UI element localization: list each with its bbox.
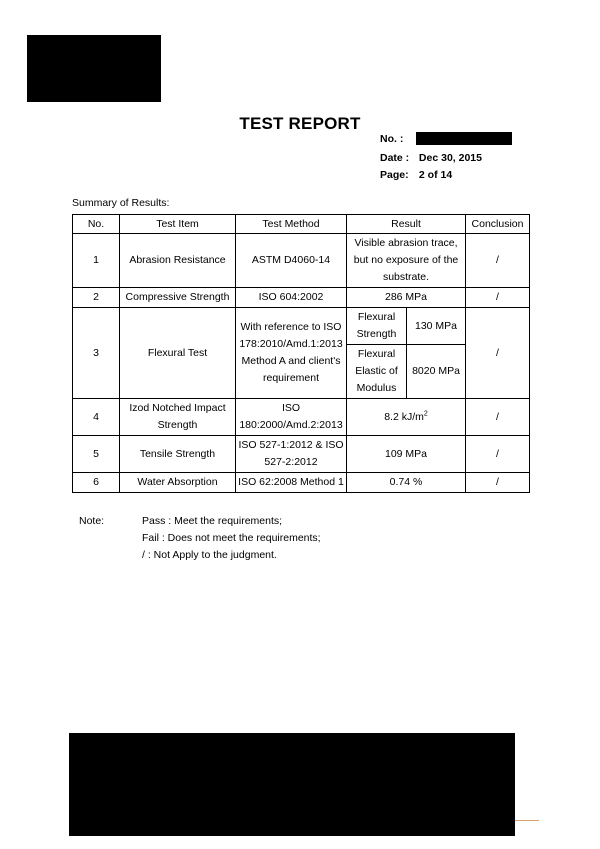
report-number — [380, 133, 416, 145]
report-date — [380, 152, 482, 164]
cell-test-item: Abrasion Resistance — [120, 234, 236, 288]
cell-result — [347, 399, 466, 436]
result-value: 8.2 kJ/m — [384, 410, 424, 423]
summary-title: Summary of Results: — [72, 197, 170, 209]
cell-conclusion: / — [466, 234, 530, 288]
report-page-label: Page: — [380, 169, 409, 181]
footer-accent-line — [515, 820, 539, 821]
cell-test-item: Izod Notched Impact Strength — [120, 399, 236, 436]
table-header-row — [73, 215, 530, 234]
report-date-value: Dec 30, 2015 — [418, 152, 482, 164]
cell-sub-result-value: 130 MPa — [407, 308, 466, 345]
note-label: Note: — [79, 515, 105, 527]
cell-result: Visible abrasion trace, but no exposure of the substrate. — [347, 234, 466, 288]
cell-result: 109 MPa — [347, 436, 466, 473]
redacted-report-number — [416, 132, 512, 145]
cell-no: 5 — [73, 436, 120, 473]
cell-no: 2 — [73, 288, 120, 308]
cell-test-item: Flexural Test — [120, 308, 236, 399]
report-date-label: Date : — [380, 152, 410, 164]
cell-no: 3 — [73, 308, 120, 399]
note-item: / : Not Apply to the judgment. — [142, 549, 277, 561]
result-superscript: 2 — [423, 410, 428, 417]
cell-result: 0.74 % — [347, 473, 466, 493]
column-header-result: Result — [347, 215, 466, 234]
cell-test-item: Compressive Strength — [120, 288, 236, 308]
column-header-test-method: Test Method — [236, 215, 347, 234]
note-item: Fail : Does not meet the requirements; — [142, 532, 321, 544]
cell-no: 6 — [73, 473, 120, 493]
column-header-conclusion: Conclusion — [466, 215, 530, 234]
redacted-logo-block — [27, 35, 161, 102]
table-row — [73, 288, 530, 308]
cell-test-item: Tensile Strength — [120, 436, 236, 473]
report-number-label: No. : — [380, 133, 404, 145]
table-row — [73, 234, 530, 288]
cell-no: 1 — [73, 234, 120, 288]
table-row — [73, 308, 530, 345]
cell-test-method: ISO 604:2002 — [236, 288, 347, 308]
cell-test-method: ISO 62:2008 Method 1 — [236, 473, 347, 493]
cell-test-method: With reference to ISO 178:2010/Amd.1:2013 Method A and client's requirement — [236, 308, 347, 399]
cell-sub-result-label: Flexural Strength — [347, 308, 407, 345]
cell-test-method: ASTM D4060-14 — [236, 234, 347, 288]
cell-conclusion: / — [466, 308, 530, 399]
cell-conclusion: / — [466, 288, 530, 308]
cell-no: 4 — [73, 399, 120, 436]
cell-sub-result-value: 8020 MPa — [407, 345, 466, 399]
cell-conclusion: / — [466, 399, 530, 436]
cell-conclusion: / — [466, 473, 530, 493]
cell-sub-result-label: Flexural Elastic of Modulus — [347, 345, 407, 399]
table-row — [73, 436, 530, 473]
column-header-no: No. — [73, 215, 120, 234]
note-item: Pass : Meet the requirements; — [142, 515, 283, 527]
table-row — [73, 473, 530, 493]
report-page — [380, 169, 452, 181]
report-title: TEST REPORT — [239, 114, 361, 133]
redacted-footer-block — [69, 733, 515, 836]
column-header-test-item: Test Item — [120, 215, 236, 234]
cell-result: 286 MPa — [347, 288, 466, 308]
results-table — [72, 214, 530, 493]
cell-test-method: ISO 527-1:2012 & ISO 527-2:2012 — [236, 436, 347, 473]
cell-test-method: ISO 180:2000/Amd.2:2013 — [236, 399, 347, 436]
report-page-value: 2 of 14 — [418, 169, 453, 181]
cell-conclusion: / — [466, 436, 530, 473]
cell-test-item: Water Absorption — [120, 473, 236, 493]
table-row — [73, 399, 530, 436]
